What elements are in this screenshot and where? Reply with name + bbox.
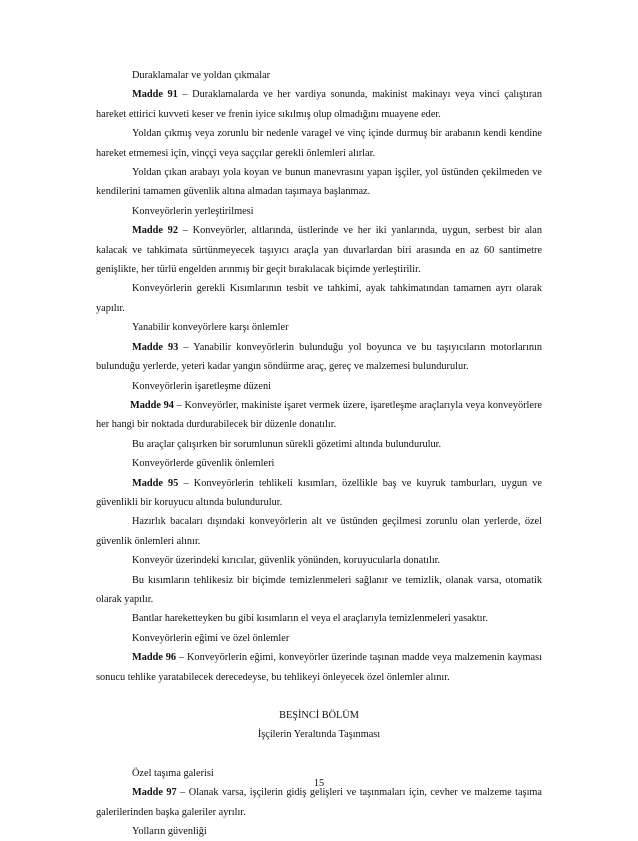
article-paragraph — [96, 474, 542, 513]
section-title: BEŞİNCİ BÖLÜM — [279, 710, 359, 721]
article-label: Madde 95 — [132, 477, 179, 489]
article-text: – Konveyörlerin tehlikeli kısımları, özellikle baş ve kuyruk tamburları, uygun ve güvenlikli bir koruyucu altında bulundurulur. — [96, 477, 542, 508]
subheading: Konveyörlerde güvenlik önlemleri — [132, 458, 275, 470]
subheading: Yanabilir konveyörlere karşı önlemler — [132, 322, 289, 334]
article-text: – Olanak varsa, işçilerin gidiş gelişleri ve taşınmaları için, cevher ve malzeme taşıma galerilerinden başka galeriler ayrılır. — [96, 787, 543, 818]
body-paragraph: Bu araçlar çalışırken bir sorumlunun sürekli gözetimi altında bulundurulur. — [132, 438, 442, 450]
article-paragraph — [96, 338, 542, 377]
article-paragraph — [96, 221, 542, 279]
subheading: Konveyörlerin işaretleşme düzeni — [132, 380, 271, 392]
body-paragraph: Bantlar hareketteyken bu gibi kısımların el veya el araçlarıyla temizlenmeleri yasaktır. — [132, 613, 488, 625]
article-label: Madde 91 — [132, 89, 178, 101]
body-paragraph: Konveyör üzerindeki kırıcılar, güvenlik yönünden, koruyucularla donatılır. — [132, 555, 441, 567]
article-text: – Konveyörlerin eğimi, konveyörler üzerinde taşınan madde veya malzemenin kayması sonucu tehlike yaratabilecek derecedeyse, bu tehlikeyi önleyecek özel önlemler alınır. — [96, 652, 542, 683]
article-label: Madde 97 — [132, 787, 177, 799]
subheading: Konveyörlerin eğimi ve özel önlemler — [132, 632, 290, 644]
subheading: Konveyörlerin yerleştirilmesi — [132, 205, 254, 217]
body-paragraph: Yoldan çıkan arabayı yola koyan ve bunun manevrasını yapan işçiler, yol üstünden çekilmeden ve kendilerini tamamen güvenlik altına almadan taşımaya başlanmaz. — [96, 167, 542, 198]
article-text: – Duraklamalarda ve her vardiya sonunda, makinist makinayı veya vinci çalıştıran hareket ettirici kuvveti keser ve frenin iyice sıkılmış olup olmadığını muayene eder. — [96, 89, 542, 120]
section-subtitle: İşçilerin Yeraltında Taşınması — [257, 729, 381, 741]
article-label: Madde 92 — [132, 225, 178, 237]
subheading: Duraklamalar ve yoldan çıkmalar — [132, 70, 271, 81]
article-paragraph — [96, 648, 542, 687]
article-paragraph — [96, 396, 542, 435]
article-paragraph — [96, 85, 542, 124]
subheading: Yolların güvenliği — [132, 826, 207, 838]
article-text: – Konveyörler, makiniste işaret vermek üzere, işaretleşme araçlarıyla veya konveyörlere her hangi bir noktada durdurabilecek bir düzenle donatılır. — [96, 399, 542, 431]
subheading: Özel taşıma galerisi — [132, 767, 214, 779]
article-text: – Konveyörler, altlarında, üstlerinde ve her iki yanlarında, uygun, serbest bir alan kalacak ve tahkimata sürtünmeyecek taşıyıcı araçla yan duvarlardan biri arasında en az 60 santimetre genişlikte, her türlü engelden arınmış bir geçit bırakılacak biçimde yerleştirilir. — [96, 225, 542, 276]
body-paragraph: Bu kısımların tehlikesiz bir biçimde temizlenmeleri sağlanır ve temizlik, olanak varsa, otomatik olarak yapılır. — [96, 574, 542, 605]
body-paragraph: Konveyörlerin gerekli Kısımlarının tesbit ve tahkimi, ayak tahkimatından tamamen ayrı olarak yapılır. — [96, 283, 542, 314]
document-body — [96, 66, 542, 687]
article-label: Madde 96 — [132, 652, 177, 664]
page-number: 15 — [313, 778, 325, 789]
body-paragraph: Hazırlık bacaları dışındaki konveyörlerin alt ve üstünden geçilmesi zorunlu olan yerlerde, özel güvenlik önlemleri alınır. — [96, 516, 542, 547]
article-label: Madde 94 — [130, 399, 174, 411]
body-paragraph: Yoldan çıkmış veya zorunlu bir nedenle varagel ve vinç içinde durmuş bir arabanın kendi kendine hareket etmemesi için, vinççi veya saççılar gerekli önlemleri alırlar. — [96, 128, 542, 159]
article-label: Madde 93 — [132, 341, 179, 353]
article-text: – Yanabilir konveyörlerin bulunduğu yol boyunca ve bu taşıyıcıların motorlarının bulunduğu yerlerde, yeteri kadar yangın söndürme araç, gereç ve malzemesi bulundurulur. — [96, 341, 543, 373]
